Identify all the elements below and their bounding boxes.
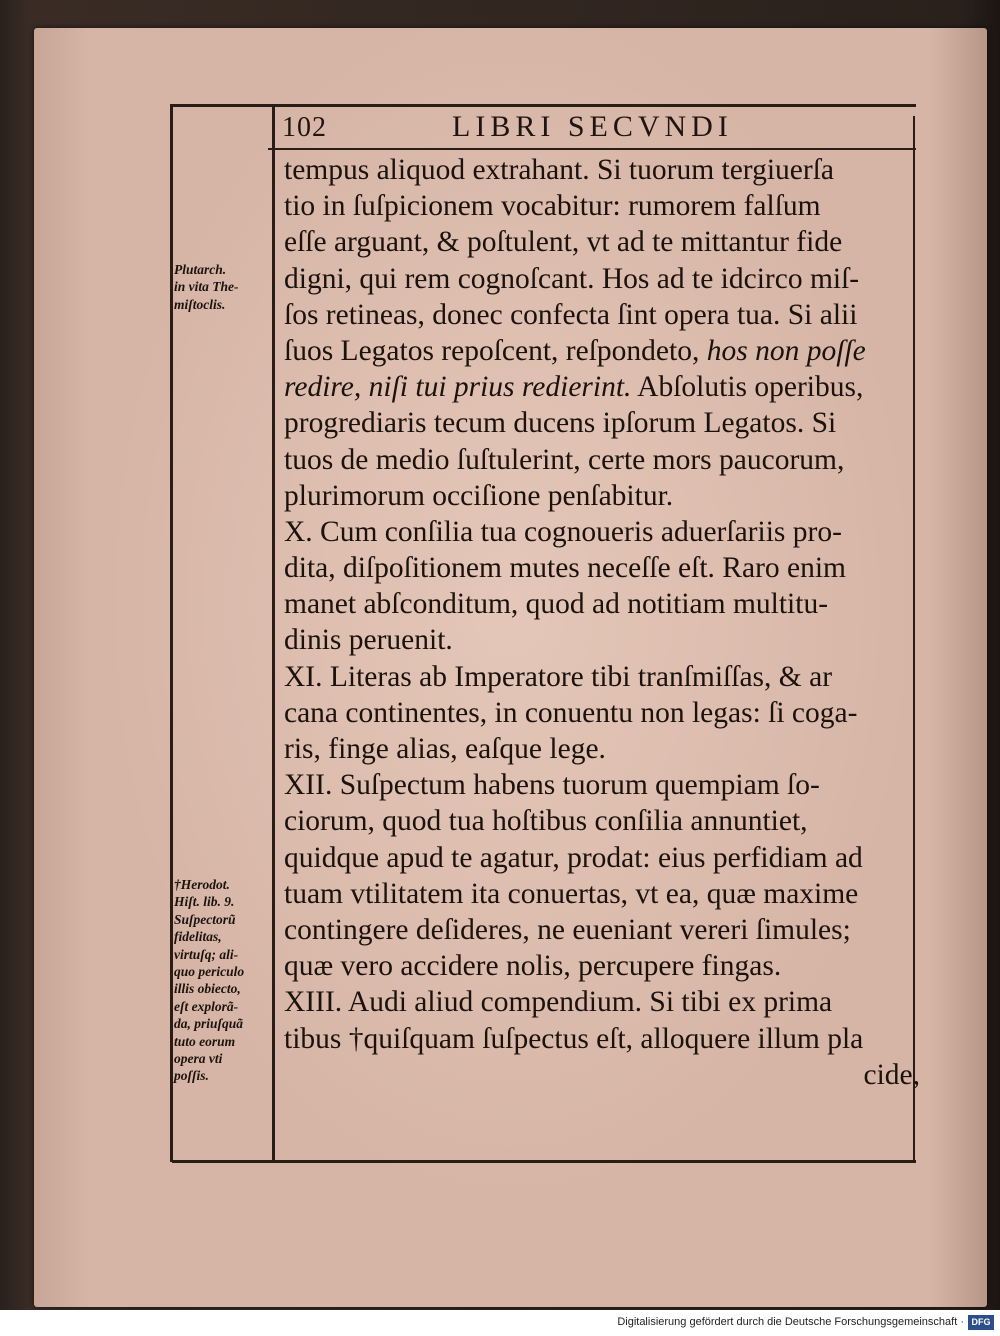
- margin-note-line: virtuſq; ali-: [174, 946, 239, 962]
- catchword-line: cide,: [863, 1058, 920, 1091]
- margin-note-line: Suſpectorũ: [174, 911, 236, 927]
- text-line: cana continentes, in conuentu non legas: ſi coga-: [284, 696, 858, 729]
- section-xiii-line: XIII. Audi aliud compendium. Si tibi ex prima: [284, 986, 833, 1019]
- italic-text: hos non poſſe: [706, 334, 866, 367]
- text-line: tio in ſuſpicionem vocabitur: rumorem falſum: [284, 190, 821, 223]
- page-header: [282, 108, 912, 148]
- margin-note-line: †Herodot.: [174, 877, 230, 892]
- footer-bar: [0, 1310, 1000, 1336]
- margin-note-line: miſtoclis.: [174, 296, 226, 312]
- margin-note-line: opera vti: [174, 1051, 223, 1067]
- margin-note-line: illis obiecto,: [174, 981, 241, 997]
- margin-note-line: tuto eorum: [174, 1033, 236, 1049]
- margin-note-line: in vita The-: [174, 279, 239, 295]
- text-line: ris, finge alias, eaſque lege.: [284, 733, 606, 765]
- text-span: Abſolutis operibus,: [631, 371, 864, 404]
- dfg-logo: DFG: [968, 1315, 994, 1330]
- main-text: [284, 152, 920, 1093]
- page-number: 102: [282, 112, 327, 143]
- text-line: ſos retineas, donec confecta ſint opera tua. Si alii: [284, 298, 858, 331]
- margin-note-line: Hiſt. lib. 9.: [174, 894, 235, 910]
- text-line: tempus aliquod extrahant. Si tuorum tergiuerſa: [284, 154, 834, 186]
- text-span: ſuos Legatos repoſcent, reſpondeto,: [284, 334, 700, 367]
- text-line: quæ vero accidere nolis, percupere fingas.: [284, 950, 782, 983]
- text-line: ciorum, quod tua hoſtibus conſilia annuntiet,: [284, 805, 808, 838]
- text-line: contingere deſideres, ne eueniant vereri ſimules;: [284, 913, 851, 946]
- text-line: dita, diſpoſitionem mutes neceſſe eſt. Raro enim: [284, 552, 846, 585]
- margin-note-line: fidelitas,: [174, 929, 222, 945]
- text-line: plurimorum occiſione penſabitur.: [284, 479, 674, 512]
- funding-credit: Digitalisierung gefördert durch die Deutsche Forschungsgemeinschaft ·: [617, 1316, 964, 1328]
- margin-note-line: quo periculo: [174, 964, 245, 980]
- italic-text: redire, niſi tui prius redierint.: [284, 371, 632, 404]
- text-line: [284, 333, 920, 369]
- text-line: tibus †quiſquam ſuſpectus eſt, alloquere illum pla: [284, 1022, 864, 1055]
- text-line: digni, qui rem cognoſcant. Hos ad te idcirco miſ-: [284, 262, 860, 295]
- margin-note-plutarch: [174, 261, 284, 313]
- margin-note-line: eſt explorã-: [174, 998, 239, 1014]
- running-head: LIBRI SECVNDI: [452, 110, 733, 143]
- section-x-line: X. Cum conſilia tua cognoueris aduerſariis pro-: [284, 515, 842, 548]
- margin-note-line: Plutarch.: [174, 262, 227, 277]
- text-line: progrediaris tecum ducens ipſorum Legatos. Si: [284, 407, 837, 440]
- text-line: manet abſconditum, quod ad notitiam multitu-: [284, 588, 829, 621]
- text-line: [284, 369, 920, 405]
- margin-left-rule: [170, 104, 173, 1162]
- text-line: eſſe arguant, & poſtulent, vt ad te mittantur fide: [284, 226, 843, 259]
- section-xi-line: XI. Literas ab Imperatore tibi tranſmiſſas, & ar: [284, 660, 833, 693]
- bottom-rule: [172, 1160, 916, 1163]
- text-line: quidque apud te agatur, prodat: eius perfidiam ad: [284, 841, 863, 874]
- text-line: tuos de medio ſuſtulerint, certe mors paucorum,: [284, 443, 845, 476]
- text-line: tuam vtilitatem ita conuertas, vt ea, quæ maxime: [284, 877, 859, 910]
- section-xii-line: XII. Suſpectum habens tuorum quempiam ſo-: [284, 769, 820, 802]
- margin-note-line: da, priuſquã: [174, 1016, 244, 1032]
- text-line: dinis peruenit.: [284, 624, 453, 657]
- top-rule: [170, 104, 916, 107]
- header-rule: [268, 148, 916, 150]
- margin-note-herodotus: [174, 876, 284, 1085]
- margin-note-line: poſſis.: [174, 1068, 209, 1084]
